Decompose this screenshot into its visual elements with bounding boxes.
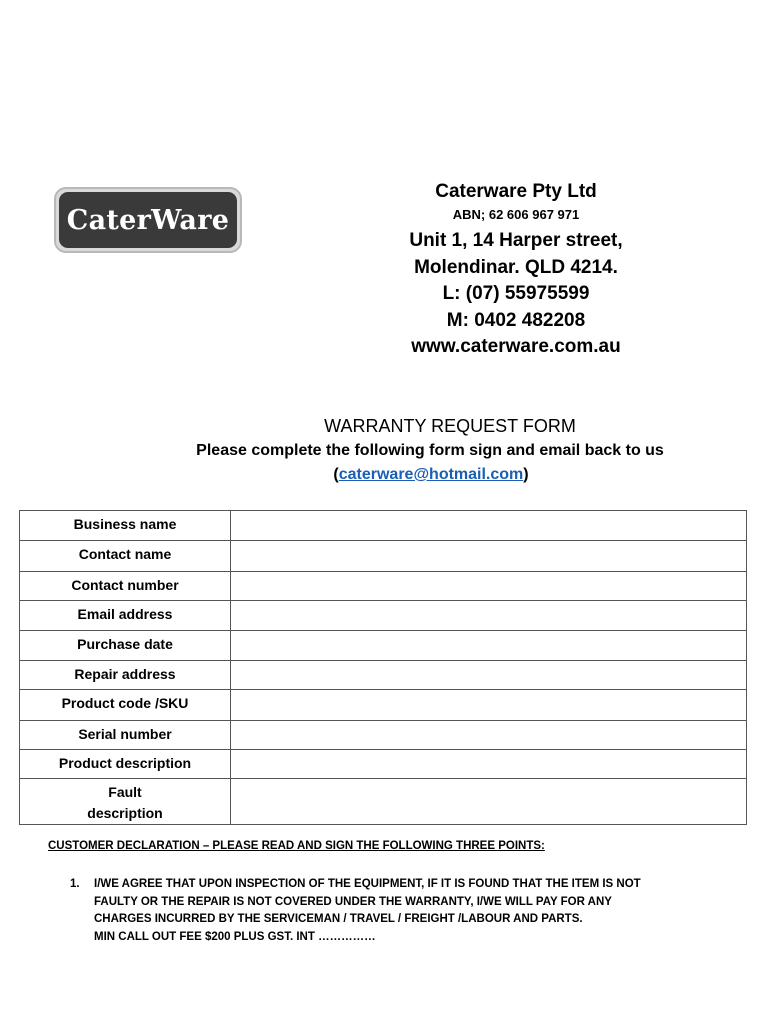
field-label: Email address	[20, 601, 231, 631]
declaration-line: MIN CALL OUT FEE $200 PLUS GST. INT ……………	[94, 930, 376, 943]
declaration-item-number: 1.	[70, 878, 80, 890]
contact-number-field[interactable]	[231, 572, 747, 601]
company-mobile: M: 0402 482208	[446, 310, 586, 331]
field-label: Contact number	[20, 572, 231, 601]
product-code-field[interactable]	[231, 690, 747, 721]
repair-address-field[interactable]	[231, 661, 747, 690]
company-website: www.caterware.com.au	[411, 336, 621, 357]
field-label: Product description	[20, 750, 231, 779]
company-address-line1: Unit 1, 14 Harper street,	[409, 230, 623, 251]
form-row-business-name	[20, 511, 747, 541]
form-row-product-code	[20, 690, 747, 721]
form-row-product-description	[20, 750, 747, 779]
form-row-repair-address	[20, 661, 747, 690]
declaration-line: I/WE AGREE THAT UPON INSPECTION OF THE EQUIPMENT, IF IT IS FOUND THAT THE ITEM IS NOT	[94, 878, 641, 890]
form-row-email-address	[20, 601, 747, 631]
declaration-heading: CUSTOMER DECLARATION – PLEASE READ AND SIGN THE FOLLOWING THREE POINTS:	[48, 840, 545, 852]
field-label-fault-description	[20, 779, 231, 825]
field-label: Repair address	[20, 661, 231, 690]
email-link[interactable]: caterware@hotmail.com	[338, 466, 524, 483]
declaration-line: FAULTY OR THE REPAIR IS NOT COVERED UNDER THE WARRANTY, I/WE WILL PAY FOR ANY	[94, 895, 612, 908]
field-label: Product code /SKU	[20, 690, 231, 721]
field-label: Serial number	[20, 721, 231, 750]
purchase-date-field[interactable]	[231, 631, 747, 661]
form-row-contact-number	[20, 572, 747, 601]
field-label-line: Fault	[108, 784, 142, 800]
field-label: Business name	[20, 511, 231, 541]
email-open-paren: (	[333, 466, 339, 483]
company-abn: ABN; 62 606 967 971	[452, 207, 580, 222]
company-address-line2: Molendinar. QLD 4214.	[414, 257, 618, 278]
form-instructions: Please complete the following form sign and email back to us	[196, 442, 664, 459]
email-close-paren: )	[523, 466, 529, 483]
form-row-fault-description	[20, 779, 747, 825]
field-label: Contact name	[20, 541, 231, 572]
logo-text: CaterWare	[59, 192, 237, 248]
form-row-purchase-date	[20, 631, 747, 661]
business-name-field[interactable]	[231, 511, 747, 541]
caterware-logo	[54, 187, 242, 253]
serial-number-field[interactable]	[231, 721, 747, 750]
declaration-line: CHARGES INCURRED BY THE SERVICEMAN / TRAVEL / FREIGHT /LABOUR AND PARTS.	[94, 913, 583, 925]
product-description-field[interactable]	[231, 750, 747, 779]
company-name: Caterware Pty Ltd	[435, 181, 597, 202]
company-landline: L: (07) 55975599	[442, 283, 590, 304]
form-row-serial-number	[20, 721, 747, 750]
form-email-line	[0, 466, 770, 484]
declaration-item-text	[94, 876, 730, 946]
fault-description-field[interactable]	[231, 779, 747, 825]
contact-name-field[interactable]	[231, 541, 747, 572]
warranty-form-table	[19, 510, 747, 825]
form-title: WARRANTY REQUEST FORM	[324, 416, 576, 436]
field-label-line: description	[87, 805, 163, 821]
field-label: Purchase date	[20, 631, 231, 661]
form-row-contact-name	[20, 541, 747, 572]
email-address-field[interactable]	[231, 601, 747, 631]
